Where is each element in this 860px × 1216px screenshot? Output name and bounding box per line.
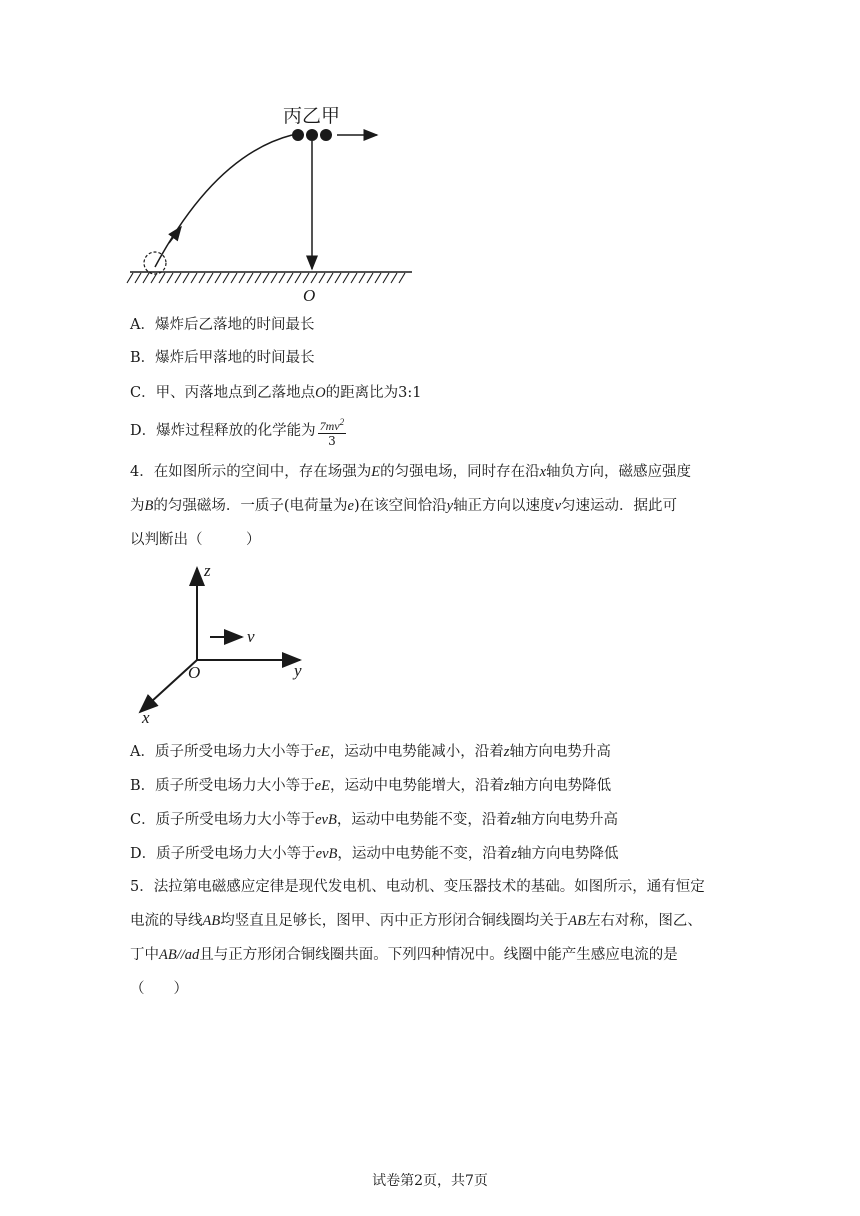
hatch-mark [295,273,301,283]
fig1-label-top: 丙乙甲 [283,105,341,127]
hatch-mark [183,273,189,283]
q4-option-c: C．质子所受电场力大小等于evB，运动中电势能不变，沿着z轴方向电势升高 [130,812,618,828]
hatch-mark [303,273,309,283]
hatch-mark [311,273,317,283]
hatch-mark [127,273,133,283]
hatch-mark [143,273,149,283]
trajectory-arrow [169,227,181,243]
hatch-mark [343,273,349,283]
hatch-mark [399,273,405,283]
y-label: y [294,661,302,680]
q3-option-a: A．爆炸后乙落地的时间最长 [130,317,315,333]
ball-bing [292,129,304,141]
q3-option-c: C．甲、丙落地点到乙落地点O的距离比为3:1 [130,385,422,401]
axes-figure [130,560,320,730]
explosion-figure [125,95,425,305]
hatch-mark [327,273,333,283]
hatch-mark [367,273,373,283]
hatch-mark [207,273,213,283]
hatch-mark [383,273,389,283]
v-label: v [247,627,255,646]
x-label: x [142,708,150,727]
launch-position [144,252,166,274]
hatch-mark [351,273,357,283]
hatch-mark [151,273,157,283]
hatch-mark [335,273,341,283]
q4-option-d: D．质子所受电场力大小等于evB，运动中电势能不变，沿着z轴方向电势降低 [130,846,619,862]
hatch-mark [255,273,261,283]
hatch-mark [263,273,269,283]
origin-label: O [188,663,201,682]
z-label: z [204,561,211,580]
q4-option-b: B．质子所受电场力大小等于eE，运动中电势能增大，沿着z轴方向电势降低 [130,778,612,794]
ball-jia [320,129,332,141]
hatch-mark [287,273,293,283]
q4-option-a: A．质子所受电场力大小等于eE，运动中电势能减小，沿着z轴方向电势升高 [130,744,611,760]
trajectory-curve [155,135,292,267]
q3-option-d: D．爆炸过程释放的化学能为 $\frac{7mv^2}{3}$ [130,416,345,448]
hatch-mark [319,273,325,283]
ball-yi [306,129,318,141]
hatch-mark [247,273,253,283]
hatch-mark [199,273,205,283]
hatch-mark [375,273,381,283]
hatch-mark [223,273,229,283]
hatch-mark [231,273,237,283]
fig1-label-o: O [303,286,316,305]
q4-stem: 4．在如图所示的空间中，存在场强为E的匀强电场，同时存在沿x轴负方向，磁感应强度 为B的匀强磁场．一质子(电荷量为e)在该空间恰沿y轴正方向以速度v匀速运动．据此可 以判断出（ ） [130,464,692,548]
hatch-mark [191,273,197,283]
energy-fraction: $\frac{7mv^2}{3}$ [319,416,345,448]
hatch-mark [159,273,165,283]
hatch-mark [359,273,365,283]
hatch-mark [279,273,285,283]
hatch-mark [175,273,181,283]
hatch-mark [271,273,277,283]
q5-stem: 5．法拉第电磁感应定律是现代发电机、电动机、变压器技术的基础。如图所示，通有恒定 电流的导线AB均竖直且足够长，图甲、丙中正方形闭合铜线圈均关于AB左右对称，图乙、 丁中AB//ad且与正方形闭合铜线圈共面。下列四种情况中。线圈中能产生感应电流的是 （ ） [130,879,705,997]
page-footer: 试卷第2页，共7页 [372,1173,488,1189]
hatch-mark [239,273,245,283]
ground-hatch [127,273,405,283]
hatch-mark [391,273,397,283]
hatch-mark [215,273,221,283]
hatch-mark [167,273,173,283]
hatch-mark [135,273,141,283]
q3-option-b: B．爆炸后甲落地的时间最长 [130,350,315,366]
